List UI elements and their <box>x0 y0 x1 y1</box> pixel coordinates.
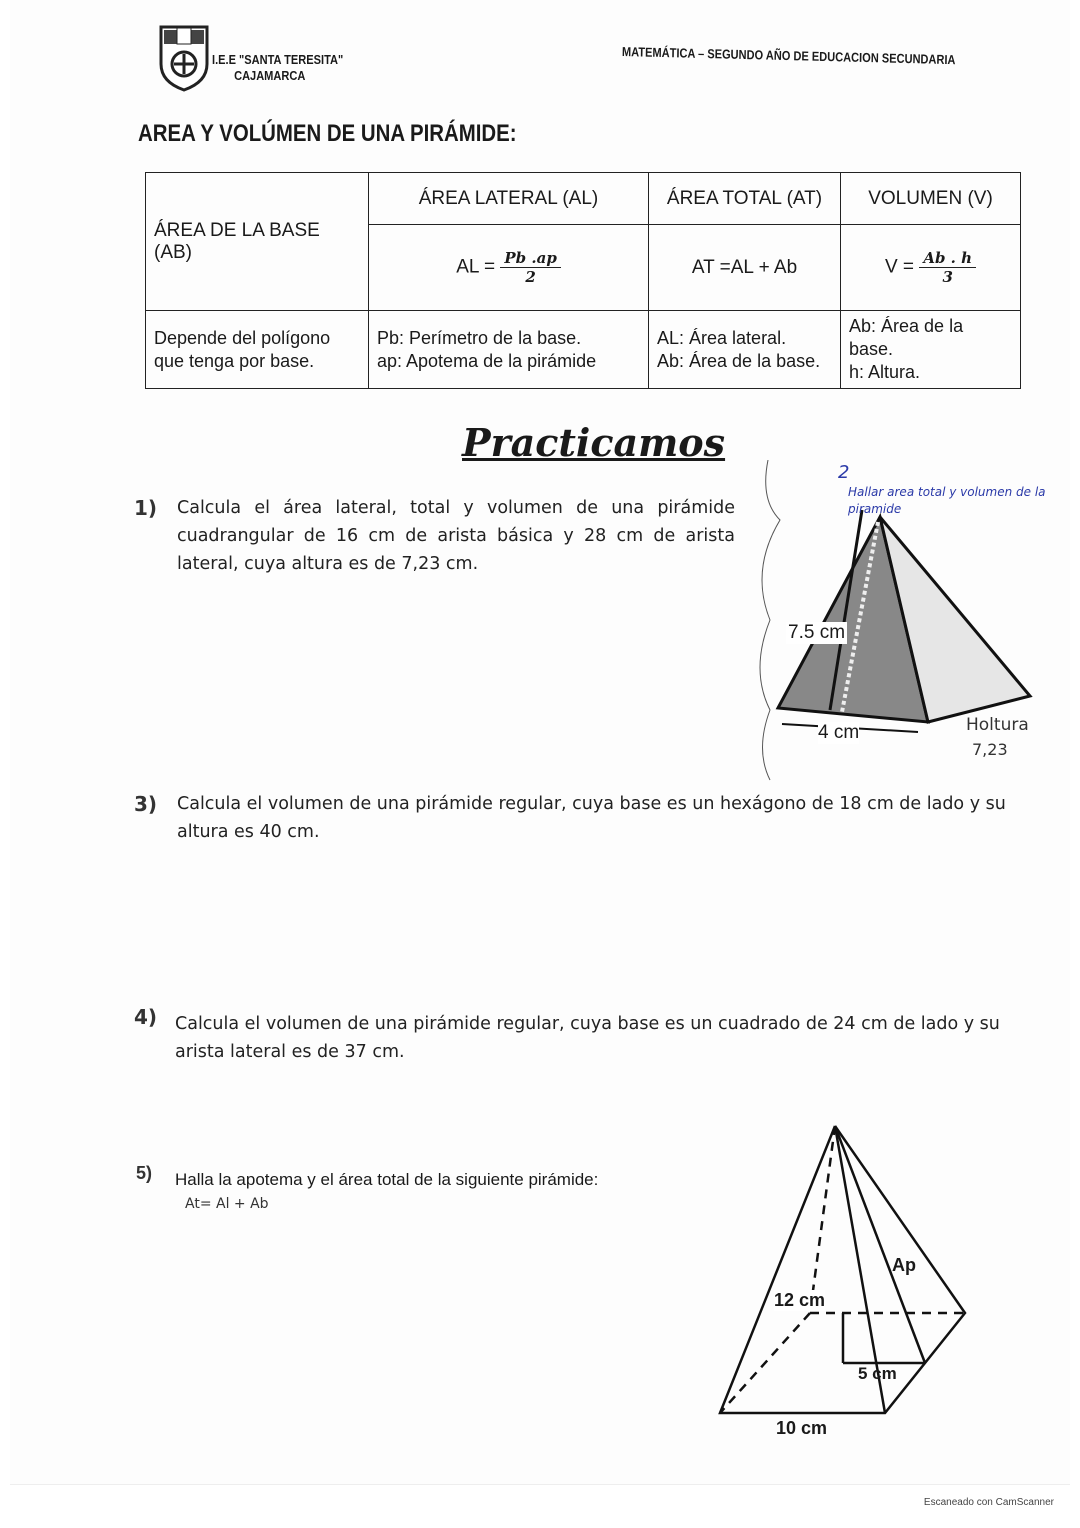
desc-line: Ab: Área de la base. <box>657 350 821 371</box>
handwritten-note: Hallar area total y volumen de la piramide <box>848 485 1046 516</box>
handwritten-height-value: 7,23 <box>972 740 1008 759</box>
scanner-footer: Escaneado con CamScanner <box>923 1497 1054 1508</box>
school-line2: CAJAMARCA <box>234 68 306 83</box>
problem-number: 4) <box>134 1005 158 1029</box>
problem-number: 5) <box>136 1163 153 1183</box>
base-area-desc: Depende del polígono que tenga por base. <box>146 311 369 389</box>
lateral-area-desc <box>369 311 649 389</box>
pyramid-figure-5 <box>715 1118 975 1418</box>
desc-line: ap: Apotema de la pirámide <box>377 350 597 371</box>
subject-header: MATEMÁTICA – SEGUNDO AÑO DE EDUCACION SECUNDARIA <box>621 44 956 68</box>
problem-1-text: Calcula el área lateral, total y volumen de una pirámide cuadrangular de 16 cm de arista básica y 28 cm de arista lateral, cuya altura es de 7,23 cm. <box>177 498 735 574</box>
school-name <box>212 52 343 84</box>
total-area-header: ÁREA TOTAL (AT) <box>649 173 841 225</box>
formula-numerator: Ab . h <box>919 249 976 268</box>
slant-label: 7.5 cm <box>788 622 846 643</box>
handwritten-formula: At= Al + Ab <box>185 1196 269 1212</box>
problem-number: 3) <box>134 792 158 816</box>
volume-header: VOLUMEN (V) <box>841 173 1021 225</box>
problem-number: 1) <box>134 496 158 520</box>
problem-4-text: Calcula el volumen de una pirámide regular, cuya base es un cuadrado de 24 cm de lado y su arista lateral es de 37 cm. <box>175 1014 1000 1062</box>
total-area-desc <box>649 311 841 389</box>
formula-denominator: 3 <box>942 268 953 286</box>
handwritten-number: 2 <box>838 462 850 483</box>
section-title: Practicamos <box>462 420 726 465</box>
desc-line: Ab: Área de la base. <box>849 316 964 359</box>
school-crest-logo <box>158 24 210 92</box>
formula-table <box>145 172 1021 389</box>
formula-denominator: 2 <box>525 268 536 286</box>
apothem-label: Ap <box>892 1255 916 1275</box>
base-label: 4 cm <box>818 722 860 743</box>
formula-lhs: V = <box>884 256 915 278</box>
base-area-header: ÁREA DE LA BASE (AB) <box>146 173 369 311</box>
volume-desc <box>841 311 1021 389</box>
height-label: 12 cm <box>774 1290 826 1310</box>
desc-line: h: Altura. <box>849 362 921 382</box>
total-area-formula: AT =AL + Ab <box>649 225 841 311</box>
problem-5-text: Halla la apotema y el área total de la siguiente pirámide: <box>175 1170 599 1189</box>
page-title: AREA Y VOLÚMEN DE UNA PIRÁMIDE: <box>138 120 517 147</box>
lateral-area-header: ÁREA LATERAL (AL) <box>369 173 649 225</box>
formula-numerator: Pb .ap <box>500 249 560 268</box>
handwritten-height-label: Holtura <box>966 715 1029 735</box>
problem-3-text: Calcula el volumen de una pirámide regular, cuya base es un hexágono de 18 cm de lado y su altura es 40 cm. <box>177 794 1006 842</box>
half-base-label: 5 cm <box>858 1364 897 1383</box>
school-line1: I.E.E "SANTA TERESITA" <box>212 52 344 67</box>
desc-line: AL: Área lateral. <box>657 327 787 348</box>
desc-line: Pb: Perímetro de la base. <box>377 327 582 348</box>
lateral-area-formula <box>369 225 649 311</box>
formula-lhs: AL = <box>456 256 496 278</box>
volume-formula <box>841 225 1021 311</box>
base-side-label: 10 cm <box>776 1418 828 1438</box>
